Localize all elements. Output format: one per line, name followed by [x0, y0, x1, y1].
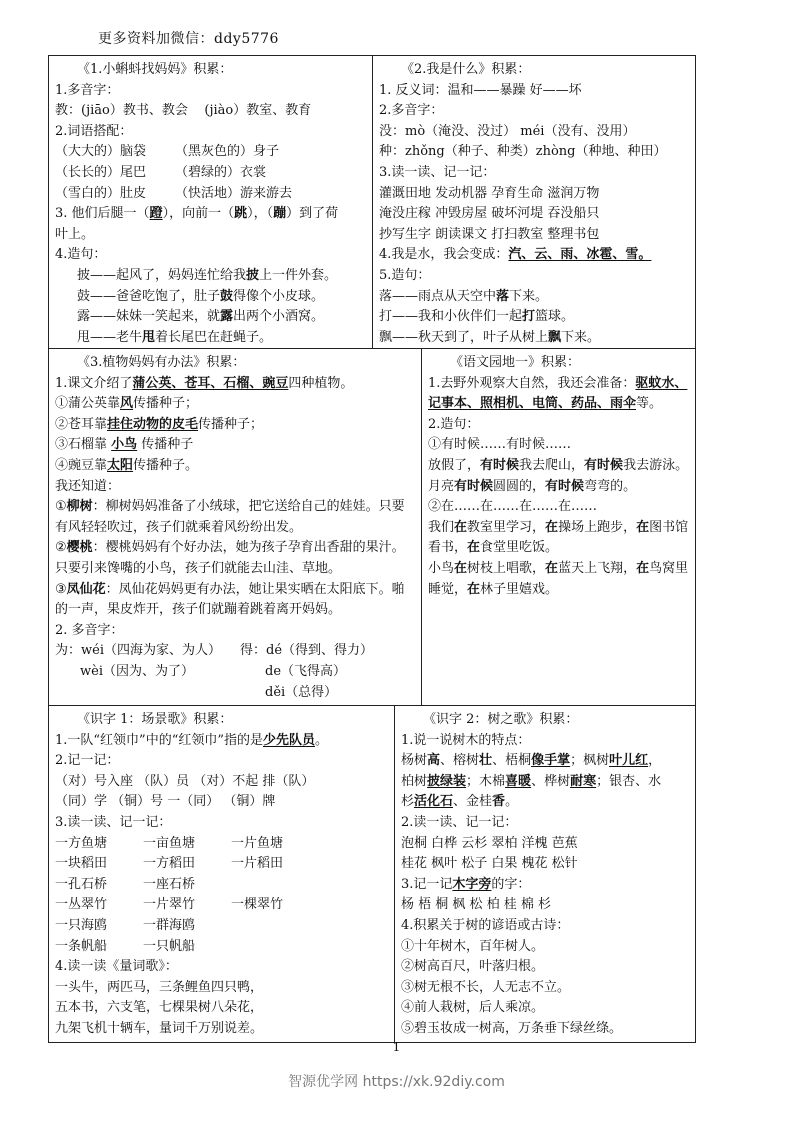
text: ；银杏、水 — [596, 773, 662, 789]
key-word: 壮 — [479, 753, 493, 769]
notes-table — [48, 55, 696, 1043]
text-line — [379, 245, 689, 266]
text-line — [55, 435, 415, 456]
text: 落——雨点从天空中 — [379, 288, 497, 304]
text: ②苍耳靠 — [55, 416, 108, 432]
page-number: 1 — [392, 1040, 401, 1054]
heading: 5.造句： — [379, 267, 431, 283]
measure-word: 一棵翠竹 — [231, 897, 284, 913]
measure-word: 一片稻田 — [231, 856, 284, 872]
key-word: 小鸟 — [111, 437, 138, 453]
heading: 3.读一读、记一记： — [55, 814, 172, 830]
sentence-line — [55, 328, 366, 349]
text: 教室里学习， — [467, 519, 546, 535]
measure-word: 一方鱼塘 — [55, 835, 108, 851]
key-word: 披绿装 — [427, 773, 467, 789]
text-line — [401, 772, 689, 793]
poly-item: 教：(jiāo）教书、教会 — [55, 103, 188, 119]
footer-watermark: 智源优学网 https://xk.92diy.com — [288, 1074, 505, 1090]
measure-row — [55, 834, 388, 855]
poly-item: de（飞得高） — [265, 663, 347, 679]
pair-left: （雪白的）肚皮 — [55, 185, 147, 201]
paragraph — [428, 559, 689, 600]
key-word: 像手掌 — [531, 753, 571, 769]
sentence-line — [55, 307, 366, 328]
paragraph — [428, 518, 689, 559]
text: 杉 — [401, 794, 415, 810]
key-word: 打 — [522, 309, 536, 325]
key-word: 挂住动物的皮毛 — [107, 416, 199, 432]
key-word: 有时候 — [584, 457, 624, 473]
measure-word: 一群海鸥 — [143, 917, 196, 933]
sentence-line — [55, 266, 366, 287]
text: 我去游泳。月亮 — [428, 457, 689, 494]
key-word: 在 — [467, 540, 481, 556]
heading — [401, 875, 689, 896]
text: 1.一队“红领巾”中的“红领巾”指的是 — [55, 732, 263, 748]
text: ：樱桃妈妈有个好办法，她为孩子孕育出香甜的果汁。只要引来馋嘴的小鸟，孩子们就能去山洼、草地。 — [55, 540, 405, 576]
table-row — [49, 349, 695, 706]
measure-word: 一丛翠竹 — [55, 897, 108, 913]
key-word: 凤仙花 — [66, 581, 106, 597]
word-line: （同）学 （铜）号 一（同） （铜）牌 — [55, 794, 276, 810]
text: 林子里嬉戏。 — [480, 581, 559, 597]
text: ④豌豆靠 — [55, 457, 108, 473]
pair-left: （长长的）尾巴 — [55, 164, 147, 180]
text: 等。 — [636, 396, 663, 412]
text: 食堂里吃饭。 — [480, 540, 559, 556]
proverb-line: ⑤碧玉妆成一树高，万条垂下绿丝绦。 — [401, 1020, 623, 1036]
text: 4.我是水，我会变成： — [379, 247, 509, 263]
key-word: 在 — [467, 581, 481, 597]
key-word: 蹦 — [273, 206, 287, 222]
verse-line: 九架飞机十辆车，量词千万别说差。 — [55, 1020, 264, 1036]
key-word: 在 — [454, 519, 468, 535]
measure-word: 一块稻田 — [55, 856, 108, 872]
word-line: 泡桐 白桦 云杉 翠柏 洋槐 芭蕉 — [401, 835, 578, 851]
text: ）到了荷 — [286, 206, 339, 222]
key-word: 有时候 — [454, 478, 494, 494]
section-title: 《识字 1：场景歌》积累： — [77, 712, 233, 727]
key-word: 高 — [427, 753, 441, 769]
heading: 4.造句： — [55, 247, 107, 263]
text: 圆圆的， — [493, 478, 546, 494]
pair-line — [55, 142, 366, 163]
text: 柏树 — [401, 773, 428, 789]
text: ；木棉 — [466, 773, 506, 789]
poly-item: wèi（因为、为了） — [80, 663, 194, 679]
key-word: 木字旁 — [452, 876, 492, 892]
text: ③ — [55, 581, 67, 597]
section-scene-song — [49, 706, 394, 1042]
text: ；枫树 — [570, 753, 610, 769]
text: 上一件外套。 — [259, 267, 338, 283]
measure-word: 一条帆船 — [55, 938, 108, 954]
text: ② — [55, 540, 67, 556]
sentence-line — [379, 287, 689, 308]
text: 。 — [505, 794, 519, 810]
text: 传播种子； — [198, 416, 264, 432]
text: 操场上跑步， — [558, 519, 637, 535]
text: 得像个小皮球。 — [233, 288, 325, 304]
text: 、梧桐 — [492, 753, 532, 769]
header-note: 更多资料加微信：ddy5776 — [98, 31, 279, 47]
text: 下来。 — [561, 329, 601, 345]
key-word: 樱桃 — [66, 540, 93, 556]
heading: 2.读一读、记一记： — [401, 814, 518, 830]
measure-word: 一片鱼塘 — [231, 835, 284, 851]
pair-line — [55, 163, 366, 184]
text-line — [55, 731, 388, 752]
heading: 4.读一读《量词歌》： — [55, 959, 178, 975]
text: 出两个小酒窝。 — [233, 309, 325, 325]
heading: 1.多音字： — [55, 82, 120, 98]
text: 、榕树 — [440, 753, 480, 769]
text: 鸟窝里睡觉， — [428, 560, 689, 597]
section-what-am-i — [372, 56, 695, 348]
text-line: 1. 反义词：温和——暴躁 好——坏 — [379, 82, 582, 98]
section-tree-song — [394, 706, 695, 1042]
section-title: 《3.植物妈妈有办法》积累： — [77, 355, 246, 370]
section-tadpole — [49, 56, 372, 348]
key-word: 有时候 — [480, 457, 520, 473]
text-line: ②在……在……在……在…… — [428, 499, 598, 515]
text-line: 我还知道： — [55, 478, 121, 494]
key-word: 露 — [220, 309, 234, 325]
paragraph — [55, 580, 415, 621]
text-line: 没：mò（淹没、没过） méi（没有、没用） — [379, 123, 636, 139]
text: 。 — [315, 732, 329, 748]
key-word: 驱蚊水、记事本、照相机、电筒、药品、雨伞 — [428, 375, 688, 412]
measure-row — [55, 916, 388, 937]
key-word: 喜暖 — [505, 773, 532, 789]
section-language-garden — [421, 349, 695, 705]
text: 树枝上唱歌， — [467, 560, 546, 576]
key-word: 在 — [454, 560, 468, 576]
text: 四种植物。 — [288, 375, 354, 391]
proverb-line: ③树无根不长，人无志不立。 — [401, 979, 571, 995]
section-title: 《2.我是什么》积累： — [401, 62, 531, 77]
pair-right: （黑灰色的）身子 — [175, 144, 280, 160]
word-line: （对）号入座 （队）员 （对）不起 排（队） — [55, 773, 315, 789]
pair-right: （快活地）游来游去 — [175, 185, 293, 201]
key-word: 落 — [496, 288, 510, 304]
key-word: 有时候 — [545, 478, 585, 494]
heading: 4.积累关于树的谚语或古诗： — [401, 917, 570, 933]
paragraph — [55, 497, 415, 538]
key-word: 蒲公英、苍耳、石榴、豌豆 — [132, 375, 289, 391]
key-word: 汽、云、雨、冰雹、雪。 — [508, 247, 652, 263]
text: ③石榴靠 — [55, 437, 112, 453]
poly-item: 为：wéi（四海为家、为人） — [55, 643, 221, 659]
section-title: 《1.小蝌蚪找妈妈》积累： — [77, 62, 233, 77]
measure-word: 一只帆船 — [143, 938, 196, 954]
table-row — [49, 706, 695, 1042]
text-line: 叶上。 — [55, 226, 95, 242]
text-line — [401, 751, 689, 772]
text-line — [55, 374, 415, 395]
text: 放假了， — [428, 457, 481, 473]
text-line — [55, 662, 415, 683]
key-word: 跳 — [234, 206, 248, 222]
key-word: 耐寒 — [570, 773, 597, 789]
key-word: 少先队员 — [263, 732, 316, 748]
text: ， — [648, 753, 662, 769]
word-line: 桂花 枫叶 松子 白果 槐花 松针 — [401, 856, 578, 872]
table-row — [49, 56, 695, 349]
measure-word: 一只海鸥 — [55, 917, 108, 933]
text: 着长尾巴在赶蝇子。 — [155, 329, 273, 345]
paragraph — [428, 374, 689, 415]
key-word: 鼓 — [220, 288, 234, 304]
key-word: 蹬 — [149, 206, 163, 222]
key-word: 香 — [492, 794, 506, 810]
key-word: 在 — [545, 519, 559, 535]
heading: 2.记一记： — [55, 753, 120, 769]
section-title: 《识字 2：树之歌》积累： — [423, 712, 579, 727]
text: 1.课文介绍了 — [55, 375, 133, 391]
pair-left: （大大的）脑袋 — [55, 144, 147, 160]
measure-word: 一座石桥 — [143, 876, 196, 892]
text: 的字： — [491, 876, 531, 892]
text: 下来。 — [509, 288, 549, 304]
verse-line: 一头牛，两匹马，三条鲤鱼四只鸭， — [55, 979, 264, 995]
text: ① — [55, 499, 67, 515]
measure-word: 一孔石桥 — [55, 876, 108, 892]
measure-row — [55, 854, 388, 875]
measure-row — [55, 895, 388, 916]
text: ），（ — [247, 206, 274, 222]
key-word: 披 — [246, 267, 260, 283]
text: 甩——老牛 — [77, 329, 143, 345]
word-line: 杨 梧 桐 枫 松 柏 桂 棉 杉 — [401, 897, 552, 913]
key-word: 飘 — [548, 329, 562, 345]
proverb-line: ②树高百尺，叶落归根。 — [401, 959, 545, 975]
heading: 1.说一说树木的特点： — [401, 732, 531, 748]
text: 、桦树 — [531, 773, 571, 789]
poly-item: 得：dé（得到、得力） — [240, 643, 374, 659]
pair-line — [55, 184, 366, 205]
text: 传播种子。 — [133, 457, 199, 473]
text: ①蒲公英靠 — [55, 396, 121, 412]
text: 杨树 — [401, 753, 428, 769]
text: 图书馆看书， — [428, 519, 689, 556]
text: ），向前一（ — [162, 206, 235, 222]
section-title: 《语文园地一》积累： — [450, 355, 581, 370]
section-plant-mothers — [49, 349, 421, 705]
text: 披——起风了，妈妈连忙给我 — [77, 267, 247, 283]
text: 我去爬山， — [519, 457, 585, 473]
text: 篮球。 — [535, 309, 575, 325]
sentence-line — [379, 307, 689, 328]
text-line: děi（总得） — [265, 684, 338, 700]
key-word: 甩 — [142, 329, 156, 345]
heading: 2.多音字： — [379, 103, 444, 119]
heading: 3.读一读、记一记： — [379, 164, 496, 180]
text-line: 种：zhǒng（种子、种类）zhòng（种地、种田） — [379, 144, 667, 160]
proverb-line: ①十年树木，百年树人。 — [401, 938, 545, 954]
text: 、金桂 — [453, 794, 493, 810]
text: ：柳树妈妈准备了小绒球，把它送给自己的娃娃。只要有风轻轻吹过，孩子们就乘着风纷纷出发。 — [55, 499, 405, 535]
text: 鼓——爸爸吃饱了，肚子 — [77, 288, 221, 304]
text-line — [55, 101, 366, 122]
key-word: 在 — [545, 560, 559, 576]
text-line — [401, 792, 689, 813]
text: 打——我和小伙伴们一起 — [379, 309, 523, 325]
measure-word: 一亩鱼塘 — [143, 835, 196, 851]
text-line: ①有时候……有时候…… — [428, 437, 572, 453]
text: ：凤仙花妈妈更有办法，她让果实晒在太阳底下。啪的一声，果皮炸开，孩子们就蹦着跳着离开妈妈。 — [55, 581, 405, 618]
key-word: 活化石 — [414, 794, 454, 810]
text: 我们 — [428, 519, 455, 535]
sentence-line — [55, 287, 366, 308]
measure-row — [55, 937, 388, 958]
text: 传播种子； — [133, 396, 199, 412]
text: 传播种子 — [137, 437, 194, 453]
key-word: 风 — [120, 396, 134, 412]
heading: 2. 多音字： — [55, 622, 124, 638]
verse-line: 五本书，六支笔，七棵果树八朵花， — [55, 1000, 264, 1016]
key-word: 柳树 — [66, 499, 93, 515]
text: 露——妹妹一笑起来，就 — [77, 309, 221, 325]
word-line: 淹没庄稼 冲毁房屋 破坏河堤 吞没船只 — [379, 206, 600, 222]
text: 飘——秋天到了，叶子从树上 — [379, 329, 549, 345]
text: 弯弯的。 — [584, 478, 637, 494]
paragraph — [55, 538, 415, 579]
sentence-line — [379, 328, 689, 349]
text: 3. 他们后腿一（ — [55, 206, 150, 222]
word-line: 灌溉田地 发动机器 孕育生命 滋润万物 — [379, 185, 600, 201]
text: 1.去野外观察大自然，我还会准备： — [428, 375, 636, 391]
key-word: 在 — [636, 560, 650, 576]
heading: 2.造句： — [428, 416, 480, 432]
poly-item: (jiào）教室、教育 — [204, 103, 312, 119]
text-line — [55, 394, 415, 415]
paragraph — [428, 456, 689, 497]
text-line — [55, 456, 415, 477]
text-line — [55, 204, 366, 225]
measure-word: 一片翠竹 — [143, 897, 196, 913]
key-word: 叶儿红 — [609, 753, 649, 769]
word-line: 抄写生字 朗读课文 打扫教室 整理书包 — [379, 226, 600, 242]
text-line — [55, 415, 415, 436]
measure-row — [55, 875, 388, 896]
text-line — [55, 641, 415, 662]
text: 3.记一记 — [401, 876, 453, 892]
pair-right: （碧绿的）衣裳 — [175, 164, 267, 180]
measure-word: 一方稻田 — [143, 856, 196, 872]
proverb-line: ④前人栽树，后人乘凉。 — [401, 1000, 545, 1016]
key-word: 太阳 — [107, 457, 134, 473]
heading: 2.词语搭配： — [55, 123, 133, 139]
text: 小鸟 — [428, 560, 455, 576]
key-word: 在 — [636, 519, 650, 535]
text: 蓝天上飞翔， — [558, 560, 637, 576]
